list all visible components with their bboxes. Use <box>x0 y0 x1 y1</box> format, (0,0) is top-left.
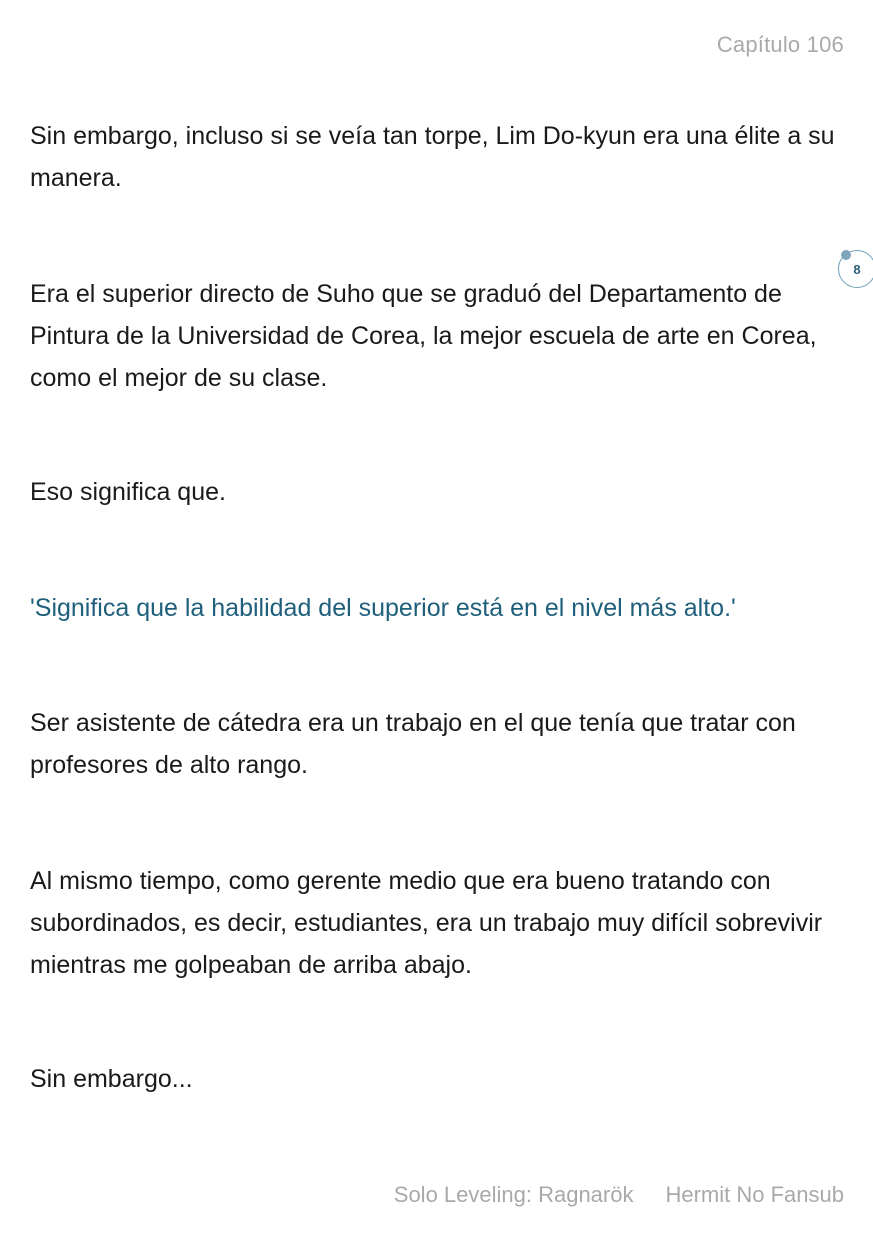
chapter-title: Capítulo 106 <box>716 32 844 57</box>
paragraph: Al mismo tiempo, como gerente medio que era bueno tratando con subordinados, es decir, estudiantes, era un trabajo muy difícil sobrevivir mientras me golpeaban de arriba abajo. <box>30 867 823 979</box>
thought-paragraph: 'Significa que la habilidad del superior está en el nivel más alto.' <box>30 594 736 622</box>
page-number-label: 8 <box>853 261 861 277</box>
paragraph: Sin embargo... <box>30 1065 193 1093</box>
paragraph: Ser asistente de cátedra era un trabajo en el que tenía que tratar con profesores de alto rango. <box>30 709 796 779</box>
paragraph: Eso significa que. <box>30 478 226 506</box>
paragraph: Era el superior directo de Suho que se graduó del Departamento de Pintura de la Universidad de Corea, la mejor escuela de arte en Corea, como el mejor de su clase. <box>30 280 817 392</box>
bookmark-dot-icon <box>841 250 851 260</box>
footer-book-title: Solo Leveling: Ragnarök <box>393 1182 634 1207</box>
page-footer <box>394 1182 844 1208</box>
footer-translator: Hermit No Fansub <box>665 1182 844 1207</box>
paragraph: Sin embargo, incluso si se veía tan torpe, Lim Do-kyun era una élite a su manera. <box>30 122 835 192</box>
